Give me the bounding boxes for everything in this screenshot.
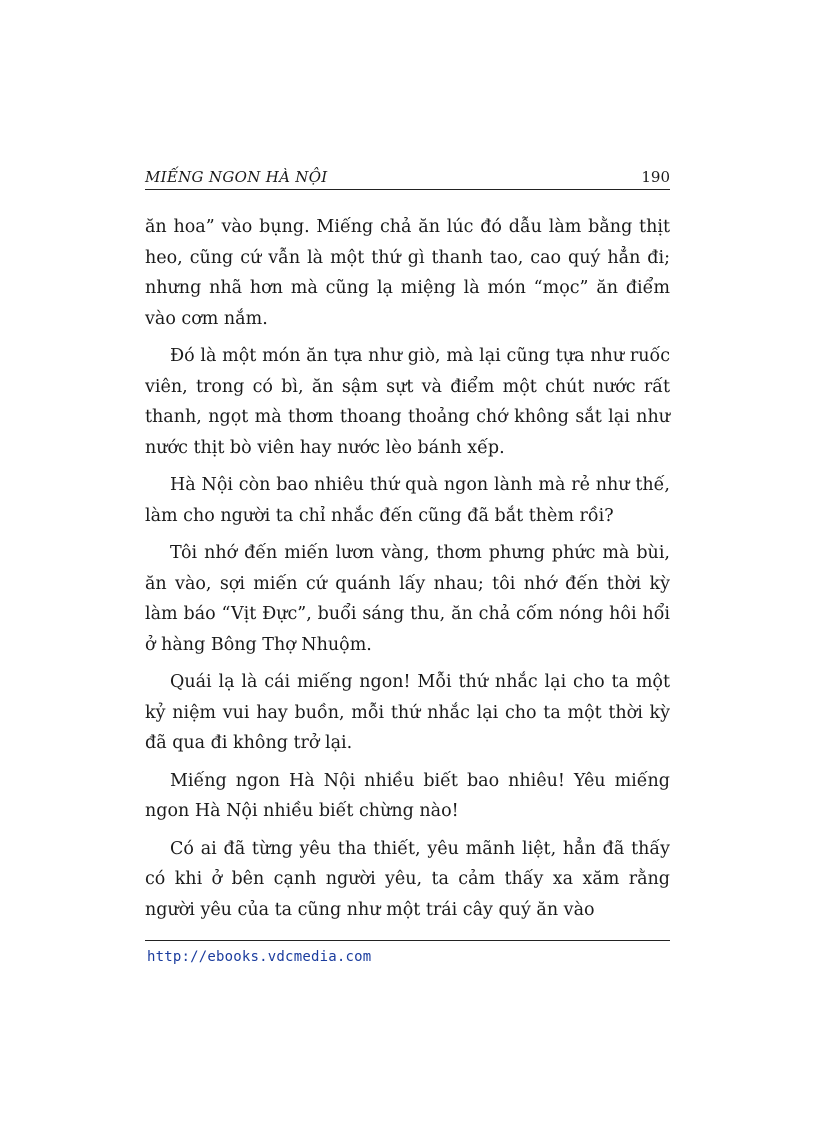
page-number: 190 bbox=[641, 168, 670, 186]
book-title-header: MIẾNG NGON HÀ NỘI bbox=[145, 168, 328, 186]
paragraph: Đó là một món ăn tựa như giò, mà lại cũng tựa như ruốc viên, trong có bì, ăn sậm sựt và điểm một chút nước rất thanh, ngọt mà thơm thoang thoảng chớ không sắt lại như nước thịt bò viên hay nước lèo bánh xếp. bbox=[145, 346, 670, 458]
running-header bbox=[145, 160, 670, 190]
footer-divider bbox=[145, 940, 670, 941]
paragraph: Hà Nội còn bao nhiêu thứ quà ngon lành mà rẻ như thế, làm cho người ta chỉ nhắc đến cũng đã bắt thèm rồi? bbox=[145, 475, 670, 526]
paragraph: Tôi nhớ đến miến lươn vàng, thơm phưng phức mà bùi, ăn vào, sợi miến cứ quánh lấy nhau; tôi nhớ đến thời kỳ làm báo “Vịt Đực”, buổi sáng thu, ăn chả cốm nóng hôi hổi ở hàng Bông Thợ Nhuộm. bbox=[145, 543, 670, 655]
page-body-text bbox=[145, 212, 670, 925]
paragraph-continuation: ăn hoa” vào bụng. Miếng chả ăn lúc đó dẫu làm bằng thịt heo, cũng cứ vẫn là một thứ gì thanh tao, cao quý hẳn đi; nhưng nhã hơn mà cũng lạ miệng là món “mọc” ăn điểm vào cơm nắm. bbox=[145, 217, 670, 329]
paragraph: Có ai đã từng yêu tha thiết, yêu mãnh liệt, hẳn đã thấy có khi ở bên cạnh người yêu, ta cảm thấy xa xăm rằng người yêu của ta cũng như một trái cây quý ăn vào bbox=[145, 838, 670, 920]
footer-source-link[interactable]: http://ebooks.vdcmedia.com bbox=[147, 949, 372, 965]
book-page bbox=[145, 160, 670, 932]
paragraph: Quái lạ là cái miếng ngon! Mỗi thứ nhắc lại cho ta một kỷ niệm vui hay buồn, mỗi thứ nhắc lại cho ta một thời kỳ đã qua đi không trở lại. bbox=[145, 672, 670, 753]
paragraph: Miếng ngon Hà Nội nhiều biết bao nhiêu! Yêu miếng ngon Hà Nội nhiều biết chừng nào! bbox=[145, 770, 670, 821]
